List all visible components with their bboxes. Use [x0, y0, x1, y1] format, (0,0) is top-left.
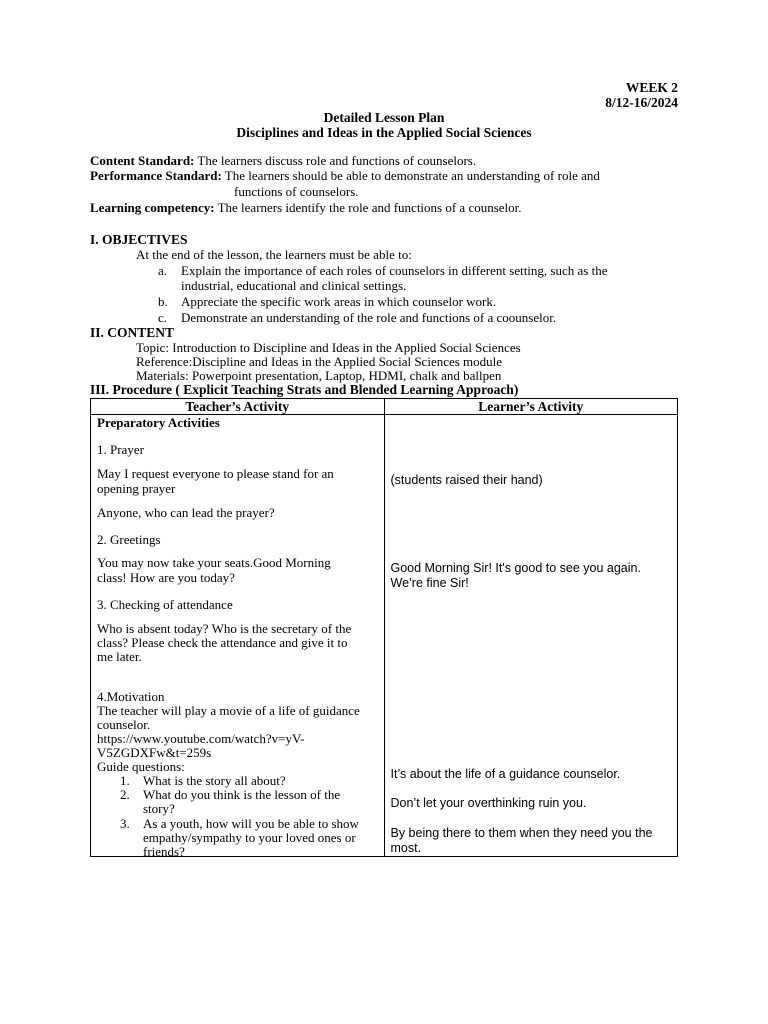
greetings-text-continued: class! How are you today?	[97, 570, 235, 585]
attendance-text: Who is absent today? Who is the secretary of the	[97, 621, 352, 636]
guide-question-continued: story?	[143, 801, 175, 816]
answer-three-continued: most.	[390, 841, 422, 855]
question-marker: 2.	[120, 787, 130, 802]
motivation-text: The teacher will play a movie of a life of guidance	[97, 703, 360, 718]
guide-question: What do you think is the lesson of the	[143, 787, 341, 802]
prayer-instruction-continued: opening prayer	[97, 481, 176, 496]
objectives-intro: At the end of the lesson, the learners must be able to:	[136, 247, 412, 262]
motivation-heading: 4.Motivation	[97, 689, 165, 704]
table-header-row	[91, 399, 678, 415]
question-marker: 3.	[120, 816, 130, 831]
attendance-text-continued: class? Please check the attendance and give it to	[97, 635, 348, 650]
objective-item: Explain the importance of each roles of counselors in different setting, such as the	[181, 263, 608, 278]
greetings-text: You may now take your seats.Good Morning	[97, 555, 331, 570]
learner-activity-cell	[384, 415, 678, 857]
video-link-continued[interactable]: V5ZGDXFw&t=259s	[97, 745, 212, 760]
content-standard-label: Content Standard:	[90, 153, 195, 168]
answer-two: Don’t let your overthinking ruin you.	[390, 796, 587, 810]
guide-question-continued: empathy/sympathy to your loved ones or	[143, 830, 356, 845]
procedure-heading: III. Procedure ( Explicit Teaching Strats and Blended Learning Approach)	[90, 382, 519, 397]
objectives-heading: I. OBJECTIVES	[90, 232, 188, 247]
prayer-heading: 1. Prayer	[97, 442, 144, 457]
content-topic: Topic: Introduction to Discipline and Ideas in the Applied Social Sciences	[136, 340, 521, 355]
objective-item-continued: industrial, educational and clinical settings.	[181, 278, 407, 293]
learning-competency-label: Learning competency:	[90, 200, 215, 215]
learning-competency	[90, 200, 522, 215]
performance-standard	[90, 168, 600, 183]
greetings-heading: 2. Greetings	[97, 532, 161, 547]
date-range: 8/12-16/2024	[605, 95, 678, 110]
objective-item: Demonstrate an understanding of the role and functions of a coounselor.	[181, 310, 557, 325]
greeting-response-continued: We’re fine Sir!	[390, 576, 469, 590]
video-link[interactable]: https://www.youtube.com/watch?v=yV-	[97, 731, 305, 746]
attendance-text-end: me later.	[97, 649, 142, 664]
prayer-response: (students raised their hand)	[390, 473, 543, 487]
guide-question: As a youth, how will you be able to show	[143, 816, 359, 831]
learning-competency-text: The learners identify the role and functions of a counselor.	[214, 200, 522, 215]
teacher-activity-header: Teacher’s Activity	[91, 399, 385, 415]
prayer-instruction: May I request everyone to please stand for an	[97, 466, 334, 481]
attendance-heading: 3. Checking of attendance	[97, 597, 233, 612]
preparatory-activities: Preparatory Activities	[97, 415, 220, 430]
answer-one: It’s about the life of a guidance counselor.	[390, 767, 621, 781]
answer-three: By being there to them when they need you the	[390, 826, 653, 840]
objective-marker: a.	[158, 263, 168, 278]
objective-marker: b.	[158, 294, 168, 309]
content-heading: II. CONTENT	[90, 325, 175, 340]
content-reference: Reference:Discipline and Ideas in the Applied Social Sciences module	[136, 354, 503, 369]
content-materials: Materials: Powerpoint presentation, Laptop, HDMI, chalk and ballpen	[136, 368, 502, 383]
table-row	[91, 415, 678, 857]
document-title: Detailed Lesson Plan	[323, 110, 445, 125]
motivation-text-continued: counselor.	[97, 717, 151, 732]
teacher-activity-cell	[91, 415, 385, 857]
greeting-response: Good Morning Sir! It's good to see you again.	[390, 561, 641, 575]
question-marker: 1.	[120, 773, 130, 788]
procedure-table	[90, 398, 678, 857]
objective-item: Appreciate the specific work areas in which counselor work.	[181, 294, 497, 309]
performance-standard-label: Performance Standard:	[90, 168, 222, 183]
content-standard	[90, 153, 476, 168]
performance-standard-continued: functions of counselors.	[234, 184, 359, 199]
learner-activity-header: Learner’s Activity	[384, 399, 678, 415]
performance-standard-text: The learners should be able to demonstrate an understanding of role and	[221, 168, 600, 183]
prayer-question: Anyone, who can lead the prayer?	[97, 505, 275, 520]
guide-questions-label: Guide questions:	[97, 759, 185, 774]
week-label: WEEK 2	[625, 80, 678, 95]
guide-question-end: friends?	[143, 844, 185, 859]
guide-question: What is the story all about?	[143, 773, 286, 788]
document-subtitle: Disciplines and Ideas in the Applied Social Sciences	[236, 125, 532, 140]
content-standard-text: The learners discuss role and functions of counselors.	[194, 153, 477, 168]
objective-marker: c.	[158, 310, 168, 325]
